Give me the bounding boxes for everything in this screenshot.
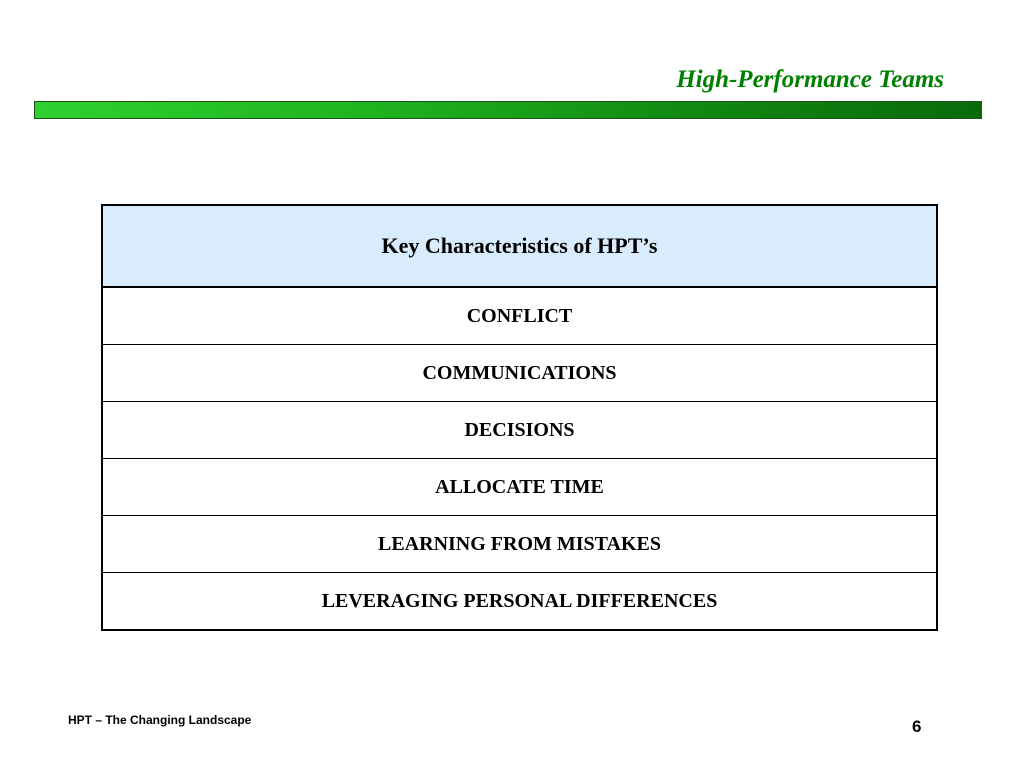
- title-divider-bar: [34, 101, 982, 119]
- table-row: LEVERAGING PERSONAL DIFFERENCES: [103, 573, 936, 629]
- characteristics-table: [101, 204, 938, 631]
- table-row: DECISIONS: [103, 402, 936, 459]
- page-number: 6: [912, 717, 922, 736]
- table-row: LEARNING FROM MISTAKES: [103, 516, 936, 573]
- table-row: COMMUNICATIONS: [103, 345, 936, 402]
- table-row: ALLOCATE TIME: [103, 459, 936, 516]
- slide-title: High-Performance Teams: [676, 66, 944, 93]
- table-header: Key Characteristics of HPT’s: [103, 206, 936, 288]
- table-row: CONFLICT: [103, 288, 936, 345]
- footer-text: HPT – The Changing Landscape: [68, 713, 252, 727]
